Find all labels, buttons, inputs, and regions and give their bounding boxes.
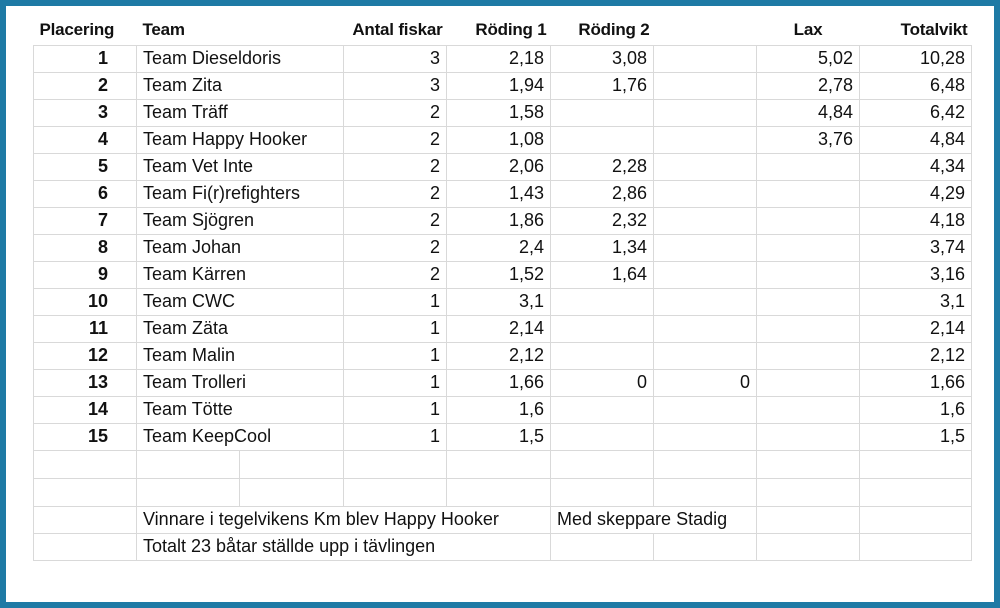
antal-fiskar-cell: 3 bbox=[344, 45, 447, 72]
antal-fiskar-cell: 1 bbox=[344, 315, 447, 342]
table-row bbox=[34, 369, 972, 396]
antal-fiskar-cell: 3 bbox=[344, 72, 447, 99]
lax-cell bbox=[757, 423, 860, 450]
antal-fiskar-cell: 1 bbox=[344, 342, 447, 369]
roding-1-cell: 1,58 bbox=[447, 99, 551, 126]
team-name-cell: Team Fi(r)refighters bbox=[137, 180, 240, 207]
skipper-note: Med skeppare Stadig bbox=[551, 506, 757, 533]
roding-2-cell: 3,08 bbox=[551, 45, 654, 72]
team-name-cell: Team Tötte bbox=[137, 396, 240, 423]
table-row bbox=[34, 396, 972, 423]
team-name-cell: Team Kärren bbox=[137, 261, 240, 288]
extra-cell bbox=[654, 234, 757, 261]
header-antal-fiskar: Antal fiskar bbox=[352, 19, 443, 39]
rank-cell: 3 bbox=[34, 99, 137, 126]
roding-1-cell: 1,08 bbox=[447, 126, 551, 153]
rank-cell: 13 bbox=[34, 369, 137, 396]
table-row bbox=[34, 234, 972, 261]
team-overflow-cell bbox=[240, 99, 344, 126]
table-row bbox=[34, 261, 972, 288]
team-overflow-cell bbox=[240, 153, 344, 180]
lax-cell: 5,02 bbox=[757, 45, 860, 72]
table-row bbox=[34, 342, 972, 369]
empty-row bbox=[34, 478, 972, 506]
team-overflow-cell bbox=[240, 261, 344, 288]
extra-cell bbox=[654, 99, 757, 126]
rank-cell: 5 bbox=[34, 153, 137, 180]
header-roding-1: Röding 1 bbox=[475, 19, 547, 39]
roding-1-cell: 2,18 bbox=[447, 45, 551, 72]
antal-fiskar-cell: 2 bbox=[344, 180, 447, 207]
totalvikt-cell: 4,84 bbox=[860, 126, 972, 153]
extra-cell bbox=[654, 261, 757, 288]
results-body bbox=[34, 45, 972, 450]
lax-cell bbox=[757, 180, 860, 207]
table-row bbox=[34, 180, 972, 207]
extra-cell bbox=[654, 153, 757, 180]
team-name-cell: Team Zita bbox=[137, 72, 240, 99]
team-overflow-cell bbox=[240, 396, 344, 423]
totalvikt-cell: 4,34 bbox=[860, 153, 972, 180]
header-totalvikt: Totalvikt bbox=[900, 19, 968, 39]
table-row bbox=[34, 72, 972, 99]
rank-cell: 9 bbox=[34, 261, 137, 288]
antal-fiskar-cell: 2 bbox=[344, 234, 447, 261]
lax-cell bbox=[757, 369, 860, 396]
header-row bbox=[34, 15, 972, 45]
roding-1-cell: 1,5 bbox=[447, 423, 551, 450]
lax-cell bbox=[757, 234, 860, 261]
antal-fiskar-cell: 2 bbox=[344, 126, 447, 153]
roding-2-cell bbox=[551, 126, 654, 153]
extra-cell bbox=[654, 45, 757, 72]
totalvikt-cell: 6,42 bbox=[860, 99, 972, 126]
rank-cell: 1 bbox=[34, 45, 137, 72]
roding-2-cell bbox=[551, 396, 654, 423]
roding-2-cell: 2,32 bbox=[551, 207, 654, 234]
antal-fiskar-cell: 1 bbox=[344, 369, 447, 396]
roding-1-cell: 2,06 bbox=[447, 153, 551, 180]
roding-1-cell: 2,12 bbox=[447, 342, 551, 369]
team-name-cell: Team Zäta bbox=[137, 315, 240, 342]
rank-cell: 10 bbox=[34, 288, 137, 315]
roding-2-cell bbox=[551, 342, 654, 369]
totalvikt-cell: 3,1 bbox=[860, 288, 972, 315]
roding-1-cell: 1,43 bbox=[447, 180, 551, 207]
roding-2-cell bbox=[551, 423, 654, 450]
team-name-cell: Team Träff bbox=[137, 99, 240, 126]
table-row bbox=[34, 315, 972, 342]
rank-cell: 7 bbox=[34, 207, 137, 234]
notes-body bbox=[34, 450, 972, 560]
roding-2-cell bbox=[551, 288, 654, 315]
team-overflow-cell bbox=[240, 72, 344, 99]
team-name-cell: Team Happy Hooker bbox=[137, 126, 240, 153]
totalvikt-cell: 4,29 bbox=[860, 180, 972, 207]
rank-cell: 11 bbox=[34, 315, 137, 342]
antal-fiskar-cell: 2 bbox=[344, 207, 447, 234]
roding-1-cell: 1,52 bbox=[447, 261, 551, 288]
rank-cell: 14 bbox=[34, 396, 137, 423]
header-lax: Lax bbox=[793, 19, 823, 39]
rank-cell: 15 bbox=[34, 423, 137, 450]
roding-2-cell: 1,76 bbox=[551, 72, 654, 99]
extra-cell bbox=[654, 423, 757, 450]
totalvikt-cell: 1,6 bbox=[860, 396, 972, 423]
roding-2-cell: 1,64 bbox=[551, 261, 654, 288]
header-roding-2: Röding 2 bbox=[578, 19, 650, 39]
lax-cell bbox=[757, 207, 860, 234]
roding-2-cell bbox=[551, 99, 654, 126]
extra-cell bbox=[654, 288, 757, 315]
team-name-cell: Team Malin bbox=[137, 342, 240, 369]
table-row bbox=[34, 99, 972, 126]
table-row bbox=[34, 288, 972, 315]
extra-cell: 0 bbox=[654, 369, 757, 396]
team-overflow-cell bbox=[240, 342, 344, 369]
team-name-cell: Team Trolleri bbox=[137, 369, 240, 396]
table-row bbox=[34, 153, 972, 180]
roding-1-cell: 1,66 bbox=[447, 369, 551, 396]
extra-cell bbox=[654, 72, 757, 99]
extra-cell bbox=[654, 180, 757, 207]
roding-1-cell: 1,6 bbox=[447, 396, 551, 423]
extra-cell bbox=[654, 315, 757, 342]
rank-cell: 4 bbox=[34, 126, 137, 153]
roding-1-cell: 2,4 bbox=[447, 234, 551, 261]
roding-2-cell: 2,28 bbox=[551, 153, 654, 180]
lax-cell bbox=[757, 153, 860, 180]
antal-fiskar-cell: 1 bbox=[344, 288, 447, 315]
table-row bbox=[34, 423, 972, 450]
roding-2-cell bbox=[551, 315, 654, 342]
totalvikt-cell: 1,66 bbox=[860, 369, 972, 396]
winner-note: Vinnare i tegelvikens Km blev Happy Hooker bbox=[137, 506, 551, 533]
roding-1-cell: 1,86 bbox=[447, 207, 551, 234]
header-team: Team bbox=[142, 19, 185, 39]
roding-2-cell: 2,86 bbox=[551, 180, 654, 207]
totalvikt-cell: 2,14 bbox=[860, 315, 972, 342]
results-sheet bbox=[6, 6, 994, 602]
lax-cell: 2,78 bbox=[757, 72, 860, 99]
extra-cell bbox=[654, 342, 757, 369]
boats-note: Totalt 23 båtar ställde upp i tävlingen bbox=[137, 533, 551, 560]
team-name-cell: Team Sjögren bbox=[137, 207, 240, 234]
empty-row bbox=[34, 450, 972, 478]
totalvikt-cell: 10,28 bbox=[860, 45, 972, 72]
team-name-cell: Team Johan bbox=[137, 234, 240, 261]
extra-cell bbox=[654, 207, 757, 234]
antal-fiskar-cell: 2 bbox=[344, 153, 447, 180]
note-row-boats bbox=[34, 533, 972, 560]
table-row bbox=[34, 45, 972, 72]
roding-1-cell: 2,14 bbox=[447, 315, 551, 342]
extra-cell bbox=[654, 396, 757, 423]
rank-cell: 6 bbox=[34, 180, 137, 207]
header-team-spacer bbox=[240, 15, 344, 45]
totalvikt-cell: 2,12 bbox=[860, 342, 972, 369]
team-overflow-cell bbox=[240, 369, 344, 396]
team-name-cell: Team Dieseldoris bbox=[137, 45, 240, 72]
team-name-cell: Team KeepCool bbox=[137, 423, 240, 450]
totalvikt-cell: 3,74 bbox=[860, 234, 972, 261]
antal-fiskar-cell: 1 bbox=[344, 423, 447, 450]
antal-fiskar-cell: 1 bbox=[344, 396, 447, 423]
antal-fiskar-cell: 2 bbox=[344, 261, 447, 288]
header-extra bbox=[654, 15, 757, 45]
roding-2-cell: 1,34 bbox=[551, 234, 654, 261]
lax-cell bbox=[757, 261, 860, 288]
roding-1-cell: 3,1 bbox=[447, 288, 551, 315]
totalvikt-cell: 1,5 bbox=[860, 423, 972, 450]
extra-cell bbox=[654, 126, 757, 153]
lax-cell bbox=[757, 396, 860, 423]
note-row-winner bbox=[34, 506, 972, 533]
totalvikt-cell: 6,48 bbox=[860, 72, 972, 99]
results-table bbox=[33, 15, 972, 561]
lax-cell: 3,76 bbox=[757, 126, 860, 153]
team-name-cell: Team CWC bbox=[137, 288, 240, 315]
rank-cell: 2 bbox=[34, 72, 137, 99]
header-placering: Placering bbox=[39, 19, 115, 39]
lax-cell bbox=[757, 342, 860, 369]
roding-1-cell: 1,94 bbox=[447, 72, 551, 99]
lax-cell bbox=[757, 315, 860, 342]
team-overflow-cell bbox=[240, 207, 344, 234]
totalvikt-cell: 4,18 bbox=[860, 207, 972, 234]
team-overflow-cell bbox=[240, 288, 344, 315]
lax-cell: 4,84 bbox=[757, 99, 860, 126]
table-row bbox=[34, 207, 972, 234]
rank-cell: 8 bbox=[34, 234, 137, 261]
roding-2-cell: 0 bbox=[551, 369, 654, 396]
totalvikt-cell: 3,16 bbox=[860, 261, 972, 288]
team-overflow-cell bbox=[240, 315, 344, 342]
team-name-cell: Team Vet Inte bbox=[137, 153, 240, 180]
lax-cell bbox=[757, 288, 860, 315]
team-overflow-cell bbox=[240, 234, 344, 261]
rank-cell: 12 bbox=[34, 342, 137, 369]
table-row bbox=[34, 126, 972, 153]
antal-fiskar-cell: 2 bbox=[344, 99, 447, 126]
